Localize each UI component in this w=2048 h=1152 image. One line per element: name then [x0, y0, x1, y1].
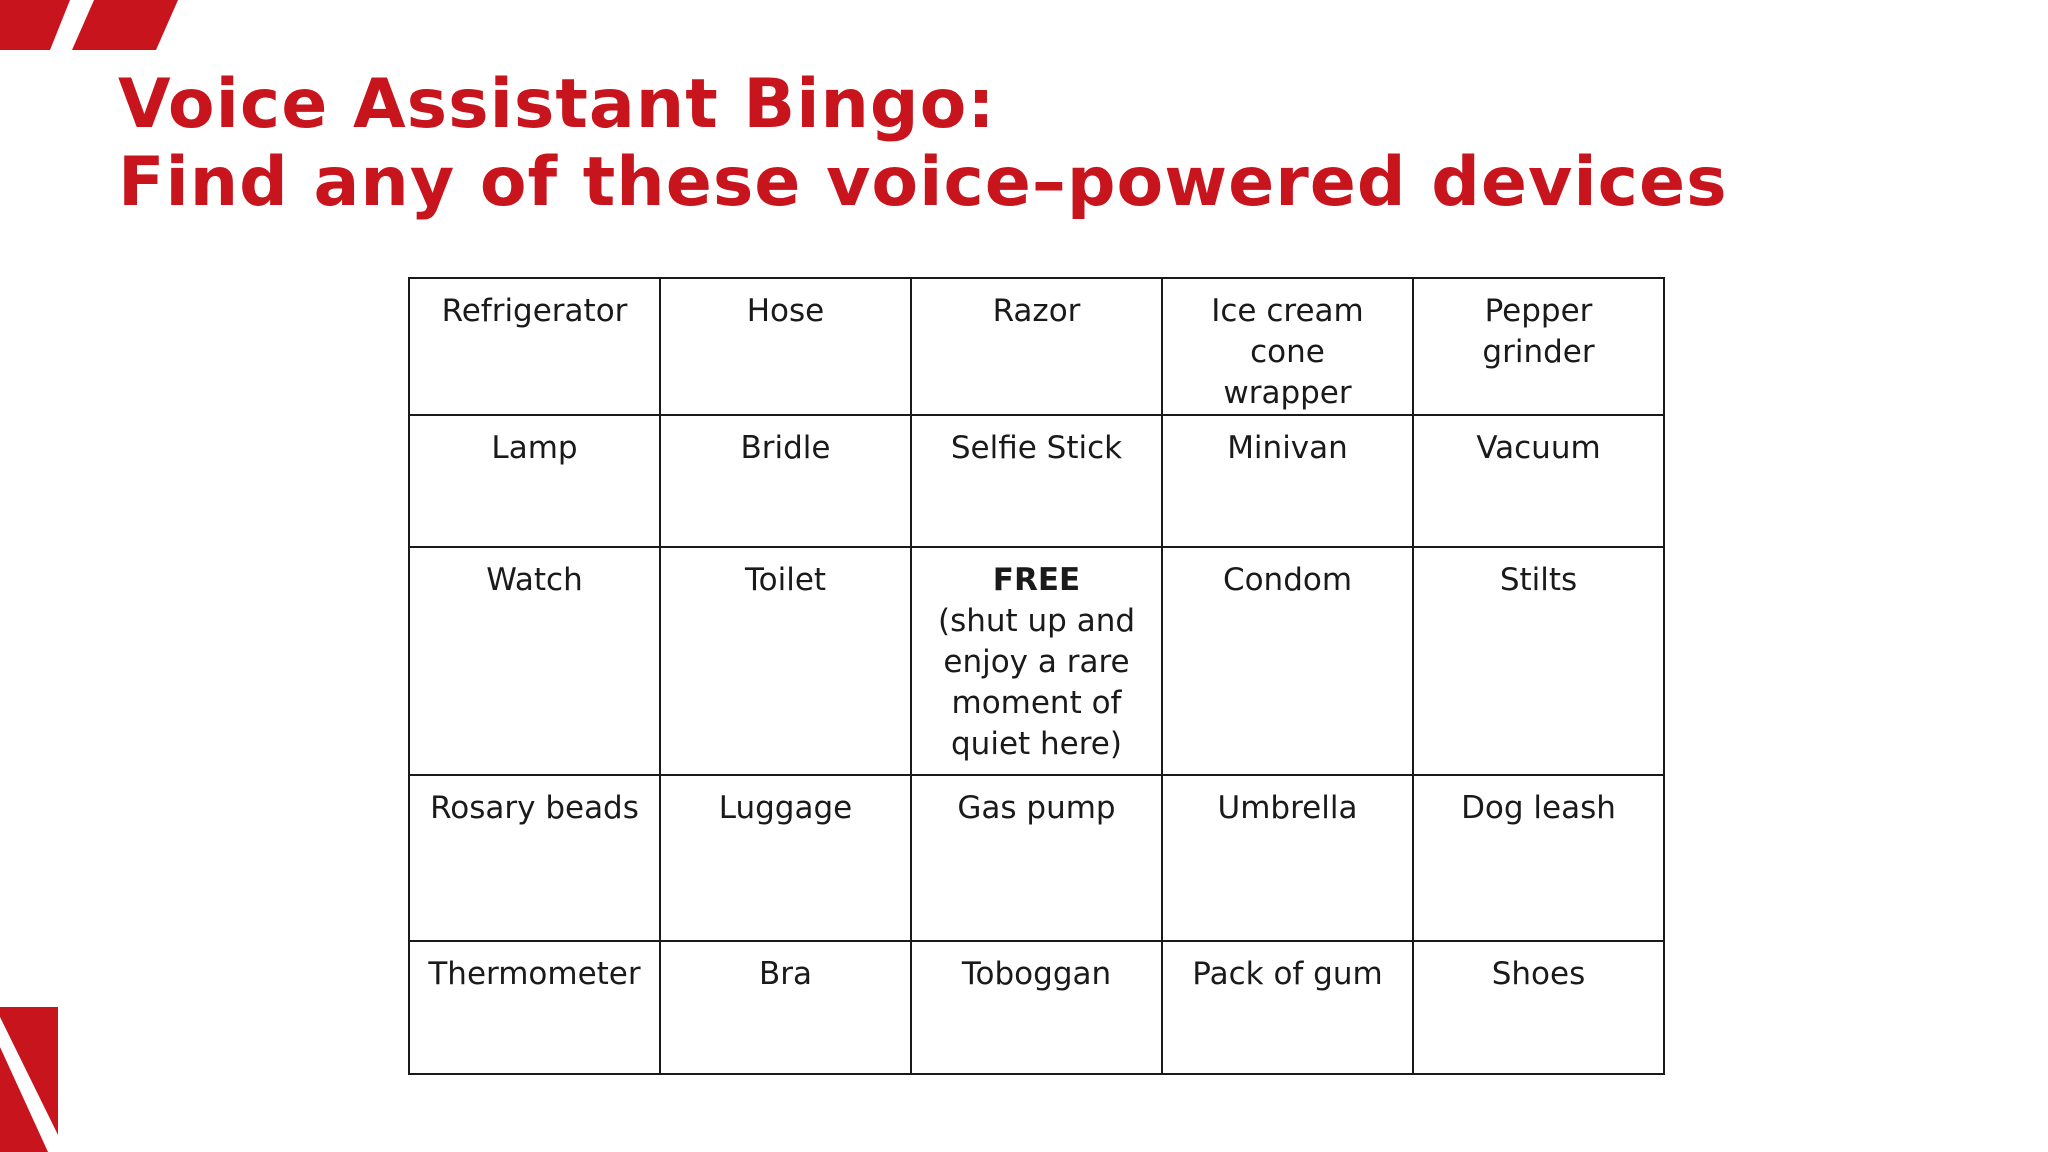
slide-title [118, 66, 1728, 222]
cell-label: Umbrella [1217, 790, 1358, 826]
bingo-row [409, 547, 1664, 775]
bingo-cell [911, 415, 1162, 547]
bingo-cell [660, 415, 911, 547]
bingo-cell [911, 775, 1162, 941]
cell-label: Bridle [740, 430, 831, 466]
cell-label: Razor [992, 293, 1081, 329]
cell-label: Pepper grinder [1482, 293, 1595, 370]
bingo-cell [1162, 941, 1413, 1074]
cell-label: Watch [486, 562, 583, 598]
bingo-cell [409, 278, 660, 415]
cell-label: Stilts [1499, 562, 1578, 598]
cell-label: Minivan [1227, 430, 1348, 466]
bingo-cell [409, 775, 660, 941]
cell-label: Ice cream cone wrapper [1211, 293, 1364, 411]
bingo-cell [660, 278, 911, 415]
title-line-2: Find any of these voice–powered devices [118, 143, 1728, 222]
bingo-cell [660, 775, 911, 941]
bingo-row [409, 415, 1664, 547]
free-space-note: (shut up and enjoy a rare moment of quiet here) [937, 603, 1136, 762]
cell-label: Rosary beads [430, 790, 639, 826]
bingo-cell [660, 547, 911, 775]
bingo-cell [1162, 775, 1413, 941]
bingo-cell [1162, 415, 1413, 547]
bingo-cell [1413, 941, 1664, 1074]
bottom-left-corner-decoration [0, 1007, 60, 1152]
bingo-cell [1413, 278, 1664, 415]
title-line-1: Voice Assistant Bingo: [118, 65, 996, 144]
bingo-cell [1413, 415, 1664, 547]
cell-label: Thermometer [428, 956, 641, 992]
cell-label: Vacuum [1476, 430, 1601, 466]
cell-label: Luggage [718, 790, 853, 826]
bingo-cell [1413, 775, 1664, 941]
free-space-cell [911, 547, 1162, 775]
bingo-grid [408, 277, 1665, 1075]
bingo-row [409, 775, 1664, 941]
cell-label: Pack of gum [1192, 956, 1383, 992]
cell-label: Bra [758, 956, 812, 992]
bingo-cell [911, 941, 1162, 1074]
bingo-row [409, 278, 1664, 415]
cell-label: Dog leash [1461, 790, 1616, 826]
cell-label: Lamp [491, 430, 578, 466]
bingo-row [409, 941, 1664, 1074]
bingo-cell [1413, 547, 1664, 775]
bingo-cell [660, 941, 911, 1074]
top-left-stripes-decoration [0, 0, 180, 52]
bingo-cell [1162, 278, 1413, 415]
cell-label: Shoes [1491, 956, 1586, 992]
bingo-cell [1162, 547, 1413, 775]
cell-label: Toilet [744, 562, 827, 598]
bingo-cell [911, 278, 1162, 415]
cell-label: Toboggan [961, 956, 1112, 992]
free-space-label: FREE [992, 562, 1081, 598]
cell-label: Selfie Stick [950, 430, 1123, 466]
cell-label: Hose [746, 293, 825, 329]
cell-label: Condom [1222, 562, 1353, 598]
cell-label: Refrigerator [441, 293, 628, 329]
cell-label: Gas pump [957, 790, 1116, 826]
bingo-cell [409, 415, 660, 547]
bingo-cell [409, 941, 660, 1074]
bingo-cell [409, 547, 660, 775]
